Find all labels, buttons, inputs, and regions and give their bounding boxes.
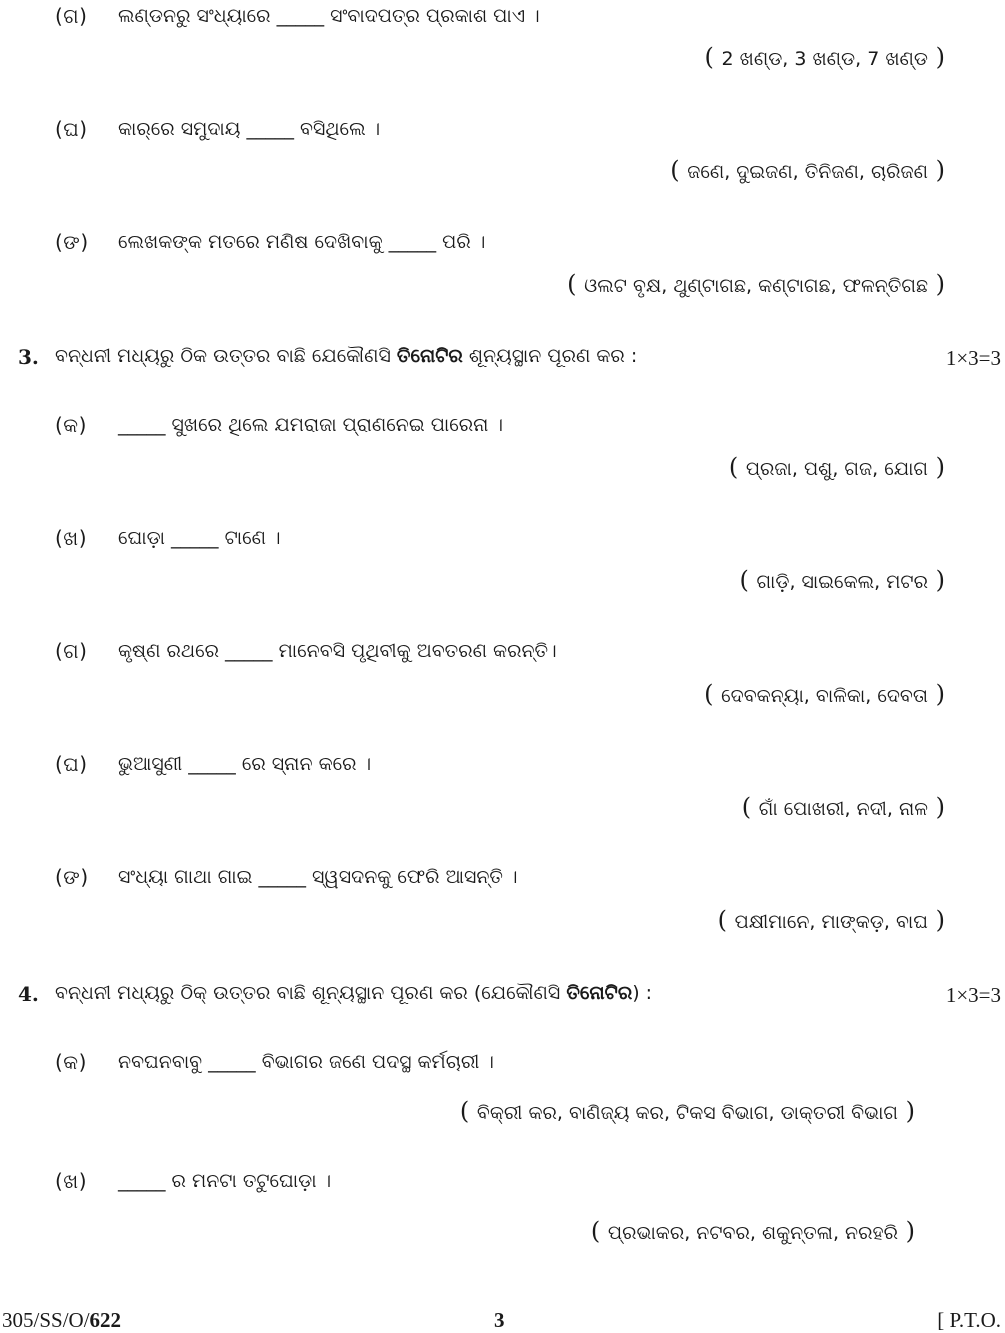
q4-item-ka-options: ( ବିକ୍ରୀ କର, ବାଣିଜ୍ୟ କର, ଟିକସ ବିଭାଗ, ଡାକ୍ତରୀ ବିଭାଗ ) — [459, 1097, 915, 1125]
options-text: ପ୍ରଭାକର, ନଟବର, ଶକୁନ୍ତଳା, ନରହରି — [607, 1222, 898, 1244]
pto-marker: [ P.T.O. — [937, 1308, 1001, 1332]
q2-item-ga-text: ଲଣ୍ଡନରୁ ସଂଧ୍ୟାରେ _____ ସଂବାଦପତ୍ର ପ୍ରକାଶ ପାଏ । — [118, 5, 540, 27]
options-text: ପ୍ରଜା, ପଶୁ, ଗଜ, ଯୋଗ — [745, 458, 928, 480]
options-text: ଦେବକନ୍ୟା, ବାଳିକା, ଦେବତା — [721, 685, 928, 707]
q2-item-ga-label: (ଗ) — [55, 4, 88, 28]
q3-item-ga-label: (ଗ) — [55, 639, 88, 663]
q4-item-kha-options: ( ପ୍ରଭାକର, ନଟବର, ଶକୁନ୍ତଳା, ନରହରି ) — [590, 1217, 915, 1245]
q3-marks: 1×3=3 — [945, 346, 1001, 370]
q4-instruction-pre: ବନ୍ଧନୀ ମଧ୍ୟରୁ ଠିକ୍ ଉତ୍ତର ବାଛି ଶୂନ୍ୟସ୍ଥାନ ପୂରଣ କର (ଯେକୌଣସି — [55, 982, 561, 1004]
options-text: ଜଣେ, ଦୁଇଜଣ, ତିନିଜଣ, ଚାରିଜଣ — [687, 161, 928, 183]
paper-code — [2, 1308, 121, 1333]
q3-item-ka-text: _____ ସୁଖରେ ଥିଲେ ଯମରାଜା ପ୍ରାଣନେଇ ପାରେନା । — [118, 414, 504, 436]
q3-item-kha-text: ଘୋଡ଼ା _____ ଟାଣେ । — [118, 527, 281, 549]
q4-marks: 1×3=3 — [945, 983, 1001, 1007]
q2-item-gha-text: କାର୍‌ରେ ସମୁଦାୟ _____ ବସିଥିଲେ । — [118, 118, 381, 140]
q3-item-ka-options: ( ପ୍ରଜା, ପଶୁ, ଗଜ, ଯୋଗ ) — [728, 453, 945, 481]
q2-item-nga-options: ( ଓଲଟ ବୃକ୍ଷ, ଥୁଣ୍ଟାଗଛ, କଣ୍ଟାଗଛ, ଫଳନ୍ତିଗଛ ) — [567, 270, 945, 298]
q4-item-ka-label: (କ) — [55, 1050, 87, 1074]
q2-item-gha-label: (ଘ) — [55, 117, 88, 141]
q3-item-ga-options: ( ଦେବକନ୍ୟା, ବାଳିକା, ଦେବତା ) — [704, 680, 945, 708]
q3-item-ka-label: (କ) — [55, 413, 87, 437]
options-text: ବିକ୍ରୀ କର, ବାଣିଜ୍ୟ କର, ଟିକସ ବିଭାଗ, ଡାକ୍ତରୀ ବିଭାଗ — [476, 1102, 898, 1124]
paper-code-number: 622 — [89, 1308, 122, 1332]
paper-code-prefix: 305/SS/O/ — [2, 1308, 90, 1332]
page-number: 3 — [494, 1308, 505, 1332]
q3-item-gha-text: ଭୁଆସୁଣୀ _____ ରେ ସ୍ନାନ କରେ । — [118, 753, 372, 775]
options-text: ଗାଁ ପୋଖରୀ, ନଦୀ, ନାଳ — [758, 798, 928, 820]
q3-item-kha-label: (ଖ) — [55, 526, 88, 550]
q4-item-kha-label: (ଖ) — [55, 1169, 88, 1193]
q4-item-kha-text: _____ ର ମନଟା ତଟୁଘୋଡ଼ା । — [118, 1170, 332, 1192]
options-text: ପକ୍ଷୀମାନେ, ମାଙ୍କଡ଼, ବାଘ — [734, 911, 928, 933]
q3-instruction — [55, 345, 637, 367]
q3-item-gha-label: (ଘ) — [55, 752, 88, 776]
q3-number: 3. — [18, 345, 39, 369]
q3-instruction-post: ଶୂନ୍ୟସ୍ଥାନ ପୂରଣ କର : — [468, 345, 638, 367]
q3-item-kha-options: ( ଗାଡ଼ି, ସାଇକେଲ, ମଟର ) — [739, 566, 945, 594]
q3-item-gha-options: ( ଗାଁ ପୋଖରୀ, ନଦୀ, ନାଳ ) — [741, 793, 945, 821]
q4-item-ka-text: ନବଘନବାବୁ _____ ବିଭାଗର ଜଣେ ପଦସ୍ଥ କର୍ମଚାରୀ । — [118, 1051, 494, 1073]
q3-instruction-pre: ବନ୍ଧନୀ ମଧ୍ୟରୁ ଠିକ ଉତ୍ତର ବାଛି ଯେକୌଣସି — [55, 345, 391, 367]
q3-item-ga-text: କୃଷ୍ଣ ରଥରେ _____ ମାନେବସି ପୃଥିବୀକୁ ଅବତରଣ କରନ୍ତି। — [118, 640, 557, 662]
q4-number: 4. — [18, 982, 39, 1006]
options-text: ଓଲଟ ବୃକ୍ଷ, ଥୁଣ୍ଟାଗଛ, କଣ୍ଟାଗଛ, ଫଳନ୍ତିଗଛ — [584, 275, 928, 297]
q4-instruction-post: ) : — [632, 982, 653, 1004]
options-text: ଗାଡ଼ି, ସାଇକେଲ, ମଟର — [756, 571, 928, 593]
options-text: 2 ଖଣ୍ଡ, 3 ଖଣ୍ଡ, 7 ଖଣ୍ଡ — [721, 48, 928, 70]
q2-item-ga-options: ( 2 ଖଣ୍ଡ, 3 ଖଣ୍ଡ, 7 ଖଣ୍ଡ ) — [704, 43, 945, 71]
q3-item-nga-label: (ଙ) — [55, 865, 89, 889]
q4-instruction — [55, 982, 652, 1004]
q3-item-nga-options: ( ପକ୍ଷୀମାନେ, ମାଙ୍କଡ଼, ବାଘ ) — [717, 906, 945, 934]
q2-item-nga-label: (ଙ) — [55, 230, 89, 254]
q3-instruction-bold: ତିନୋଟିର — [396, 345, 463, 367]
q2-item-gha-options: ( ଜଣେ, ଦୁଇଜଣ, ତିନିଜଣ, ଚାରିଜଣ ) — [670, 156, 945, 184]
q4-instruction-bold: ତିନୋଟିର — [566, 982, 633, 1004]
q3-item-nga-text: ସଂଧ୍ୟା ଗାଥା ଗାଇ _____ ସ୍ୱସଦନକୁ ଫେରି ଆସନ୍ତି । — [118, 866, 518, 888]
q2-item-nga-text: ଲେଖକଙ୍କ ମତରେ ମଣିଷ ଦେଖିବାକୁ _____ ପରି । — [118, 231, 486, 253]
